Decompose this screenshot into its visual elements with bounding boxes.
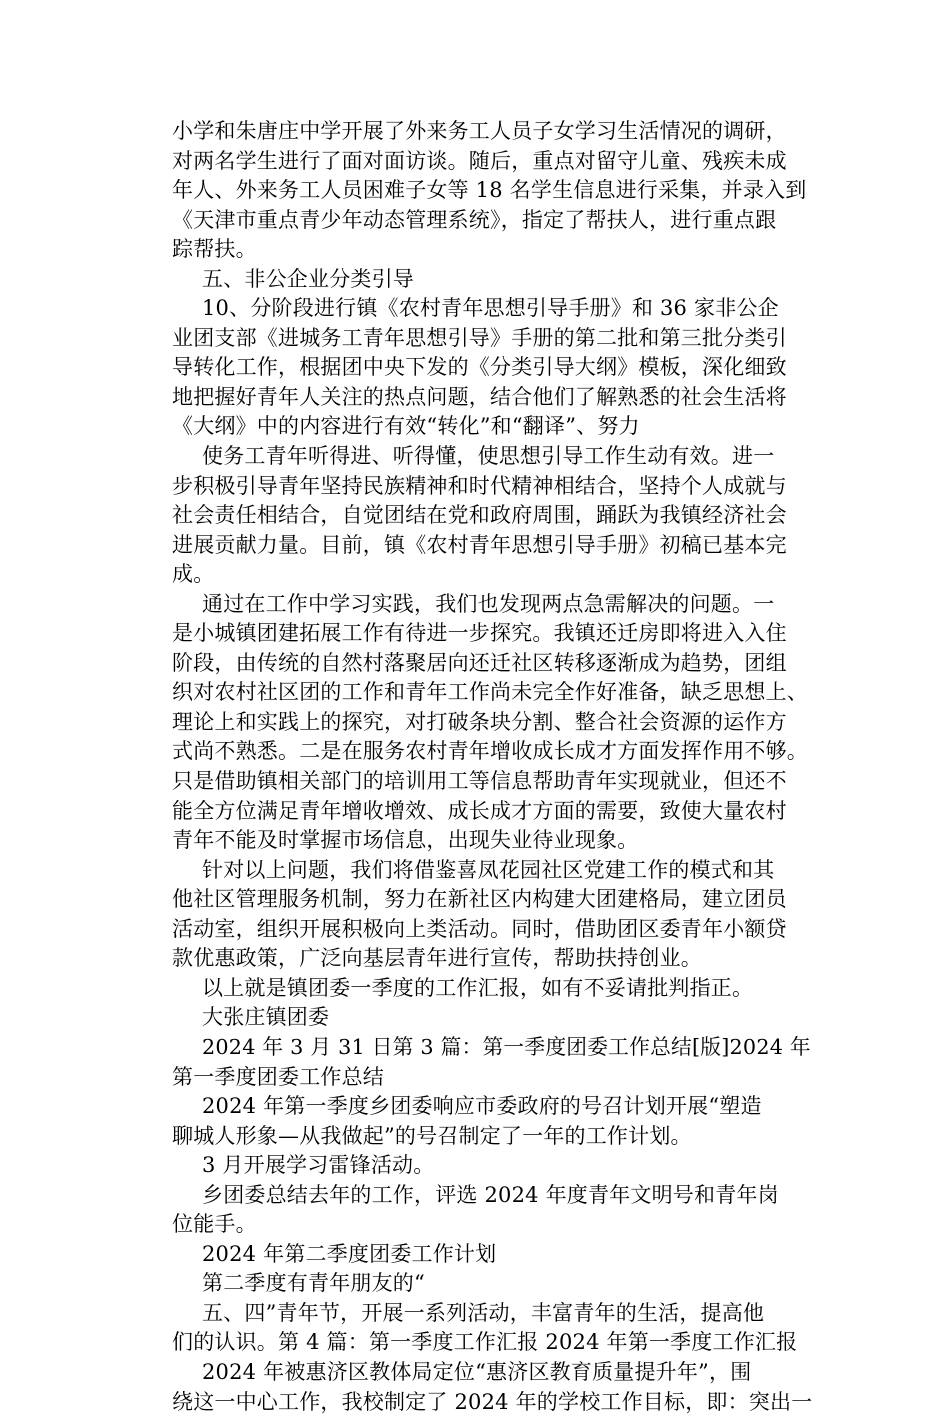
text-line: 小学和朱唐庄中学开展了外来务工人员子女学习生活情况的调研， [172, 119, 787, 143]
text-line: 对两名学生进行了面对面访谈。随后，重点对留守儿童、残疾未成 [172, 148, 787, 173]
text-line: 2024 年被惠济区教体局定位“惠济区教育质量提升年”，围 [202, 1359, 752, 1384]
text-line: 针对以上问题，我们将借鉴喜凤花园社区党建工作的模式和其 [202, 857, 775, 882]
text-line: 五、四”青年节，开展一系列活动，丰富青年的生活，提高他 [202, 1300, 765, 1325]
text-line: 10、分阶段进行镇《农村青年思想引导手册》和 36 家非公企 [202, 296, 779, 321]
text-line: 活动室，组织开展积极向上类活动。同时，借助团区委青年小额贷 [172, 916, 787, 941]
text-line: 五、非公企业分类引导 [202, 266, 414, 291]
text-line: 织对农村社区团的工作和青年工作尚未完全作好准备，缺乏思想上、 [172, 680, 808, 705]
text-line: 只是借助镇相关部门的培训用工等信息帮助青年实现就业，但还不 [172, 769, 787, 794]
text-line: 《天津市重点青少年动态管理系统》，指定了帮扶人，进行重点跟 [172, 207, 777, 232]
text-line: 导转化工作，根据团中央下发的《分类引导大纲》模板，深化细致 [172, 355, 787, 380]
text-line: 青年不能及时掌握市场信息，出现失业待业现象。 [172, 828, 639, 853]
text-line: 是小城镇团建拓展工作有待进一步探究。我镇还迁房即将进入入住 [172, 621, 787, 646]
document-body [172, 117, 812, 1417]
text-line: 踪帮扶。 [172, 237, 257, 262]
text-line: 聊城人形象—从我做起”的号召制定了一年的工作计划。 [172, 1123, 692, 1148]
text-line: 2024 年第二季度团委工作计划 [202, 1241, 497, 1266]
text-line: 乡团委总结去年的工作，评选 2024 年度青年文明号和青年岗 [202, 1182, 779, 1207]
text-line: 们的认识。第 4 篇：第一季度工作汇报 2024 年第一季度工作汇报 [172, 1330, 798, 1355]
text-line: 位能手。 [172, 1212, 257, 1237]
text-line: 能全方位满足青年增收增效、成长成才方面的需要，致使大量农村 [172, 798, 787, 823]
text-line: 他社区管理服务机制，努力在新社区内构建大团建格局，建立团员 [172, 887, 787, 912]
text-line: 理论上和实践上的探究，对打破条块分割、整合社会资源的运作方 [172, 709, 787, 734]
text-line: 年人、外来务工人员困难子女等 18 名学生信息进行采集，并录入到 [172, 178, 807, 203]
text-line: 成。 [172, 562, 215, 587]
text-line: 以上就是镇团委一季度的工作汇报，如有不妥请批判指正。 [202, 975, 754, 1000]
text-line: 款优惠政策，广泛向基层青年进行宣传，帮助扶持创业。 [172, 946, 702, 971]
text-line: 进展贡献力量。目前，镇《农村青年思想引导手册》初稿已基本完 [172, 532, 787, 557]
text-line: 《大纲》中的内容进行有效“转化”和“翻译”、努力 [172, 414, 640, 439]
text-line: 使务工青年听得进、听得懂，使思想引导工作生动有效。进一 [202, 444, 775, 469]
text-line: 第一季度团委工作总结 [172, 1064, 384, 1089]
text-line: 式尚不熟悉。二是在服务农村青年增收成长成才方面发挥作用不够。 [172, 739, 808, 764]
text-line: 3 月开展学习雷锋活动。 [202, 1153, 435, 1178]
text-line: 2024 年 3 月 31 日第 3 篇：第一季度团委工作总结[版]2024 年 [202, 1034, 811, 1059]
text-line: 阶段，由传统的自然村落聚居向还迁社区转移逐渐成为趋势，团组 [172, 650, 787, 675]
text-line: 步积极引导青年坚持民族精神和时代精神相结合，坚持个人成就与 [172, 473, 787, 498]
text-line: 第二季度有青年朋友的“ [202, 1271, 425, 1296]
text-line: 社会责任相结合，自觉团结在党和政府周围，踊跃为我镇经济社会 [172, 503, 787, 528]
text-line: 通过在工作中学习实践，我们也发现两点急需解决的问题。一 [202, 591, 775, 616]
text-line: 绕这一中心工作，我校制定了 2024 年的学校工作目标，即：突出一 [172, 1389, 813, 1414]
text-line: 大张庄镇团委 [202, 1005, 330, 1030]
text-line: 业团支部《进城务工青年思想引导》手册的第二批和第三批分类引 [172, 325, 787, 350]
text-line: 地把握好青年人关注的热点问题，结合他们了解熟悉的社会生活将 [172, 384, 787, 409]
text-line: 2024 年第一季度乡团委响应市委政府的号召计划开展“塑造 [202, 1094, 762, 1119]
